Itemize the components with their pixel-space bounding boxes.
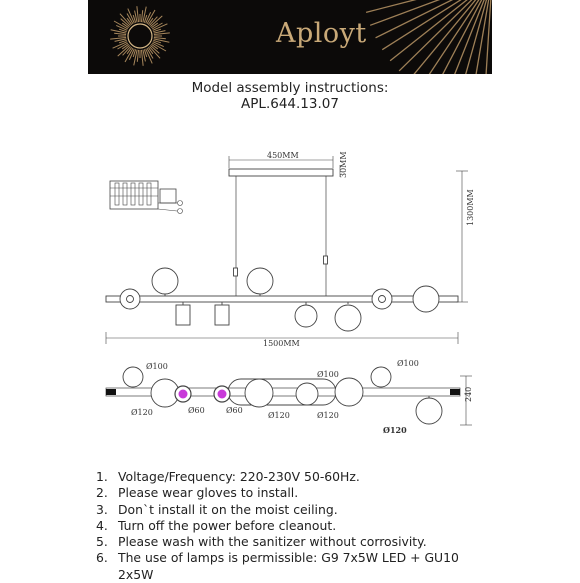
- brand-logo: Aployt: [276, 18, 367, 49]
- globe-shade: [413, 286, 439, 312]
- instruction-list: [96, 469, 496, 583]
- instruction-number: 5.: [96, 534, 108, 550]
- ceiling-canopy: [229, 169, 333, 176]
- instruction-number: 2.: [96, 485, 108, 501]
- plan-globe: [245, 379, 273, 407]
- instruction-item: [96, 550, 496, 583]
- page-title: Model assembly instructions:: [191, 80, 389, 96]
- spot-lens: [179, 390, 188, 399]
- model-number: APL.644.13.07: [241, 96, 339, 112]
- globe-shade: [295, 305, 317, 327]
- globe-shade: [335, 305, 361, 331]
- instruction-number: 6.: [96, 550, 108, 566]
- instruction-item: [96, 518, 496, 534]
- plan-label: Ø120: [268, 411, 290, 420]
- instruction-item: [96, 469, 496, 485]
- instruction-text: The use of lamps is permissible: G9 7x5W LED + GU10 2x5W: [118, 550, 459, 582]
- instruction-number: 4.: [96, 517, 108, 533]
- spot-light: [176, 305, 190, 325]
- plan-label: Ø60: [188, 406, 205, 415]
- end-ring: [120, 289, 140, 309]
- globe-shade: [152, 268, 178, 294]
- plan-globe: [371, 367, 391, 387]
- plan-label: Ø100: [317, 370, 339, 379]
- dim-canopy-length: 450MM: [267, 151, 299, 160]
- main-bar: [106, 296, 458, 302]
- instruction-text: Voltage/Frequency: 220-230V 50-60Hz.: [118, 469, 360, 484]
- instruction-text: Turn off the power before cleanout.: [118, 517, 337, 533]
- dim-total-height: 1300MM: [466, 189, 475, 226]
- instruction-number: 1.: [96, 469, 108, 484]
- spot-light: [215, 305, 229, 325]
- plan-canopy: [228, 379, 336, 405]
- plan-label: Ø100: [397, 359, 419, 368]
- instruction-text: Please wash with the sanitizer without corrosivity.: [118, 534, 427, 550]
- plan-globe: [123, 367, 143, 387]
- plan-globe: [335, 378, 363, 406]
- plan-globe: [416, 398, 442, 424]
- plan-label: Ø120: [383, 425, 407, 435]
- plan-label: Ø100: [146, 362, 168, 371]
- spot-lens: [218, 390, 227, 399]
- dim-depth: 240: [464, 386, 473, 402]
- instruction-item: [96, 502, 496, 518]
- instruction-item: [96, 534, 496, 550]
- plan-globe: [296, 383, 318, 405]
- instruction-text: Don`t install it on the moist ceiling.: [118, 501, 338, 517]
- dim-canopy-height: 30MM: [339, 151, 348, 178]
- instruction-item: [96, 485, 496, 501]
- plan-label: Ø60: [226, 406, 243, 415]
- dim-total-length: 1500MM: [263, 339, 300, 348]
- globe-shade: [247, 268, 273, 294]
- plan-label: Ø120: [131, 408, 153, 417]
- instruction-text: Please wear gloves to install.: [118, 485, 299, 501]
- instruction-number: 3.: [96, 501, 108, 517]
- plan-label: Ø120: [317, 411, 339, 420]
